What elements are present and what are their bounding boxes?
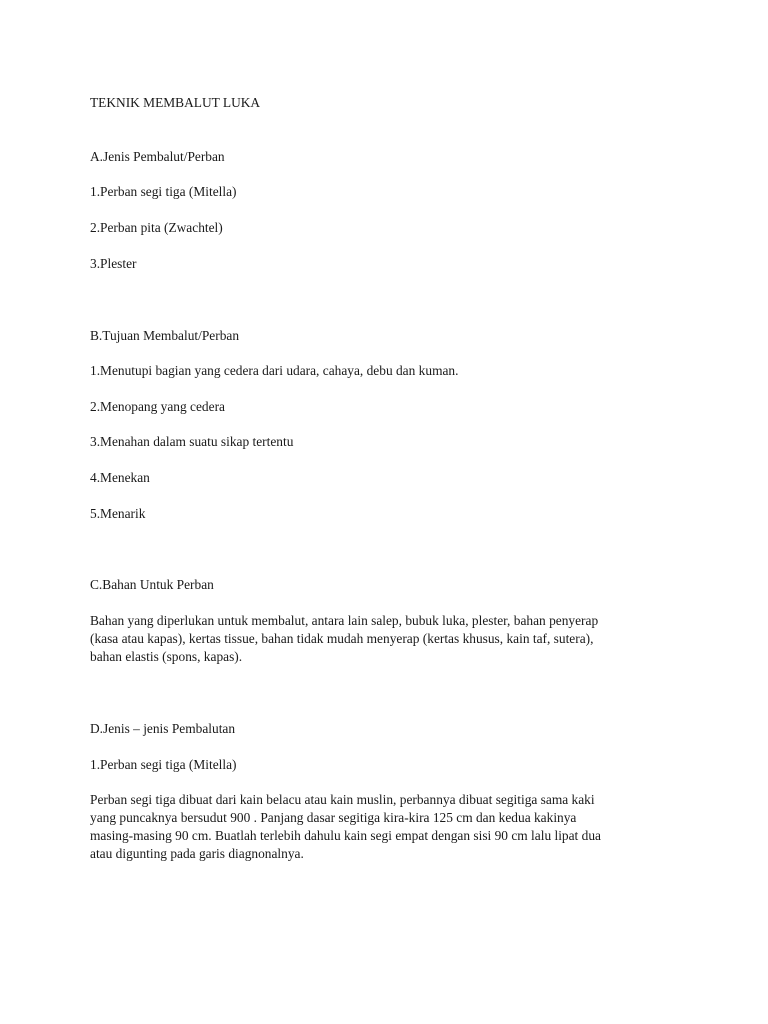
section-c-heading: C.Bahan Untuk Perban — [90, 577, 214, 592]
section-b-heading: B.Tujuan Membalut/Perban — [90, 328, 240, 343]
section-c-paragraph-line-1: Bahan yang diperlukan untuk membalut, antara lain salep, bubuk luka, plester, bahan penyerap — [90, 613, 599, 628]
section-c-paragraph — [90, 612, 690, 666]
section-d-paragraph-line-4: atau digunting pada garis diagnonalnya. — [90, 846, 304, 861]
section-a-item-2: 2.Perban pita (Zwachtel) — [90, 220, 223, 235]
section-b-item-2: 2.Menopang yang cedera — [90, 399, 225, 414]
section-b-item-5: 5.Menarik — [90, 506, 146, 521]
section-d-paragraph-line-1: Perban segi tiga dibuat dari kain belacu atau kain muslin, perbannya dibuat segitiga sama kaki — [90, 792, 595, 807]
section-a-heading: A.Jenis Pembalut/Perban — [90, 149, 225, 164]
section-c-paragraph-line-3: bahan elastis (spons, kapas). — [90, 649, 243, 664]
section-b-item-3: 3.Menahan dalam suatu sikap tertentu — [90, 434, 294, 449]
document-title: TEKNIK MEMBALUT LUKA — [90, 95, 261, 110]
section-b-item-1: 1.Menutupi bagian yang cedera dari udara, cahaya, debu dan kuman. — [90, 363, 459, 378]
section-a-item-3: 3.Plester — [90, 256, 137, 271]
section-d-paragraph — [90, 791, 690, 863]
section-d-paragraph-line-3: masing-masing 90 cm. Buatlah terlebih dahulu kain segi empat dengan sisi 90 cm lalu lipat dua — [90, 828, 601, 843]
section-a-item-1: 1.Perban segi tiga (Mitella) — [90, 184, 237, 199]
section-d-subheading: 1.Perban segi tiga (Mitella) — [90, 757, 237, 772]
section-d-heading: D.Jenis – jenis Pembalutan — [90, 721, 236, 736]
section-b-item-4: 4.Menekan — [90, 470, 150, 485]
section-d-paragraph-line-2: yang puncaknya bersudut 900 . Panjang dasar segitiga kira-kira 125 cm dan kedua kakinya — [90, 810, 577, 825]
section-c-paragraph-line-2: (kasa atau kapas), kertas tissue, bahan tidak mudah menyerap (kertas khusus, kain taf, sutera), — [90, 631, 594, 646]
